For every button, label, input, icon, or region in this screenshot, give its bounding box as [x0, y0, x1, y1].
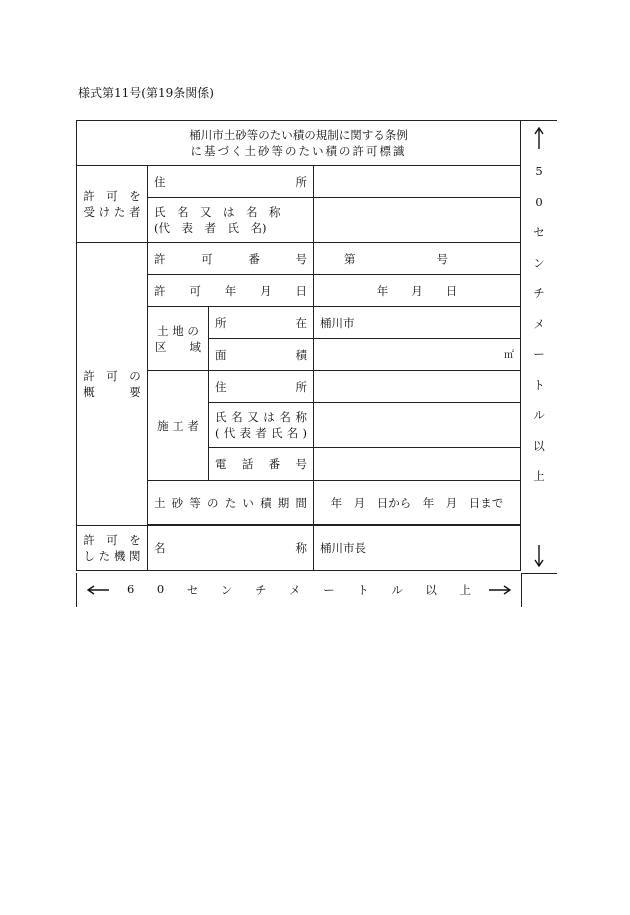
- land-area-label: 面 積: [209, 339, 314, 371]
- width-dimension-row: [76, 573, 522, 607]
- permittee-address-label: 住 所: [148, 166, 314, 198]
- authority-name-value: 桶川市長: [314, 526, 521, 571]
- height-dimension-char: セ: [533, 225, 545, 239]
- height-dimension-text: [521, 163, 557, 499]
- width-dimension-char: 6: [127, 582, 135, 596]
- width-dimension-char: 上: [459, 583, 471, 597]
- contractor-address-value: [314, 371, 521, 403]
- sign-title: [77, 121, 521, 166]
- permittee-address-value: [314, 166, 521, 198]
- permittee-name-label: 氏 名 又 は 名 称 (代 表 者 氏 名): [148, 198, 314, 243]
- contractor-phone-value: [314, 448, 521, 481]
- contractor-address-label: 住 所: [209, 371, 314, 403]
- width-dimension-char: ン: [220, 583, 233, 597]
- height-dimension-char: メ: [533, 316, 545, 331]
- contractor-phone-label: 電 話 番 号: [209, 448, 314, 481]
- authority-name-label: 名 称: [148, 526, 314, 571]
- permit-sign-table: [76, 120, 521, 571]
- land-location-value: 桶川市: [314, 307, 521, 339]
- area-unit: ㎡: [504, 349, 514, 361]
- form-number-label: 様式第11号(第19条関係): [78, 86, 214, 100]
- height-dimension-char: ン: [533, 255, 545, 270]
- sign-title-line1: 桶川市土砂等のたい積の規制に関する条例: [189, 128, 408, 142]
- arrow-up-icon: [534, 127, 544, 149]
- permittee-group-label: 許 可 を 受 け た 者: [77, 166, 148, 243]
- height-dimension-char: ル: [533, 408, 545, 422]
- deposit-period-value: 年 月 日から 年 月 日まで: [314, 481, 521, 525]
- land-location-label: 所 在: [209, 307, 314, 339]
- permit-date-label: 許 可 年 月 日: [148, 275, 314, 307]
- height-dimension-char: ー: [533, 347, 545, 361]
- land-area-group-label: 土 地 の 区 域: [148, 307, 209, 371]
- permit-date-value: 年 月 日: [314, 275, 521, 307]
- width-dimension-char: セ: [186, 583, 199, 597]
- height-dimension-char: チ: [533, 286, 545, 300]
- width-dimension-char: ー: [323, 583, 335, 597]
- arrow-down-icon: [534, 545, 544, 567]
- height-dimension-char: ト: [533, 377, 545, 392]
- width-dimension-char: ト: [357, 583, 369, 597]
- width-dimension-char: チ: [254, 583, 267, 597]
- arrow-right-icon: [489, 585, 511, 595]
- height-dimension-char: 以: [533, 438, 545, 453]
- deposit-period-label: 土砂等のたい積期間: [148, 481, 314, 525]
- arrow-left-icon: [87, 585, 109, 595]
- permit-number-value: 第 号: [314, 243, 521, 275]
- authority-group-label: 許 可 を し た 機 関: [77, 526, 148, 571]
- width-dimension-char: 0: [156, 582, 165, 596]
- land-area-value: [314, 339, 521, 371]
- permittee-name-value: [314, 198, 521, 243]
- contractor-name-value: [314, 403, 521, 448]
- contractor-name-label: 氏名又は名称 (代表者氏名): [209, 403, 314, 448]
- height-dimension-char: 5: [535, 164, 543, 178]
- height-dimension-char: 上: [533, 469, 545, 483]
- summary-group-label: 許 可 の 概 要: [77, 243, 148, 526]
- width-dimension-text: [109, 582, 489, 598]
- contractor-group-label: 施 工 者: [148, 371, 209, 481]
- width-dimension-char: ル: [391, 583, 403, 597]
- height-dimension-char: 0: [535, 194, 543, 209]
- permit-number-label: 許 可 番 号: [148, 243, 314, 275]
- width-dimension-char: メ: [289, 583, 301, 597]
- width-dimension-char: 以: [425, 583, 437, 597]
- sign-title-line2: に基づく土砂等のたい積の許可標識: [190, 144, 407, 158]
- height-dimension-column: [521, 120, 557, 574]
